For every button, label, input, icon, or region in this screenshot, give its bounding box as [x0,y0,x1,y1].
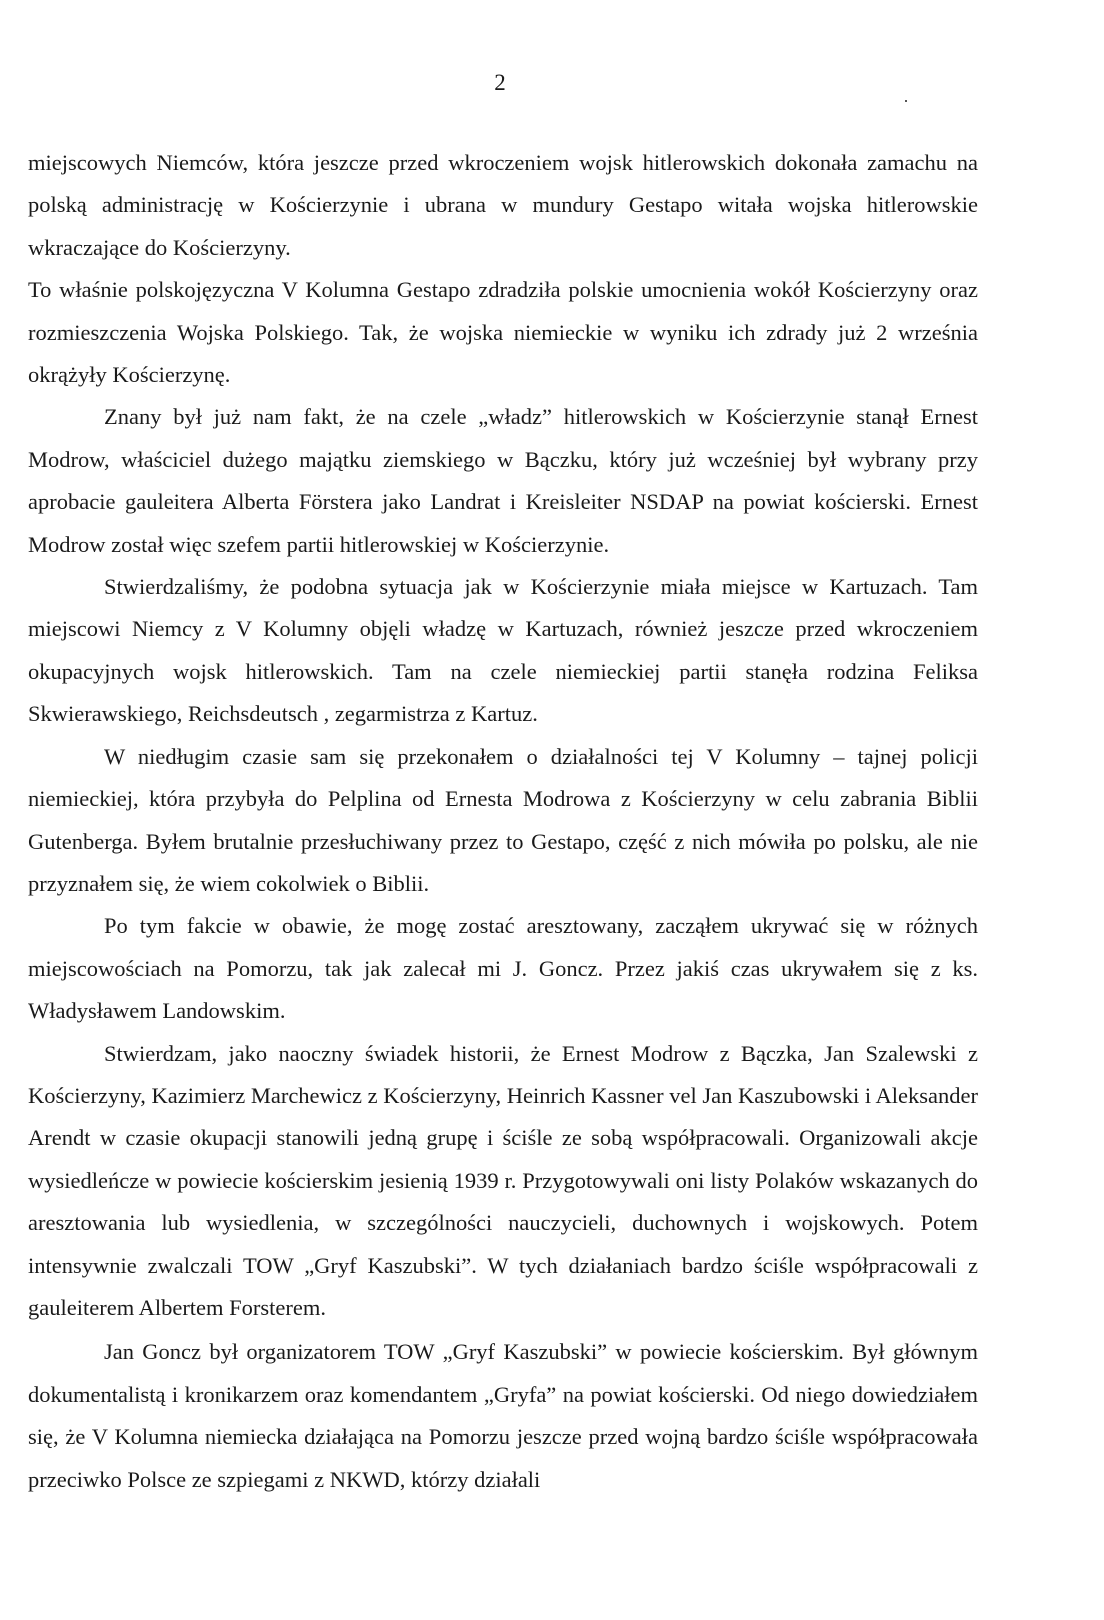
paragraph: W niedługim czasie sam się przekonałem o działalności tej V Kolumny – tajnej policji niemieckiej, która przybyła do Pelplina od Ernesta Modrowa z Kościerzyny w celu zabrania Biblii Gutenberga. Byłem brutalnie przesłuchiwany przez to Gestapo, część z nich mówiła po polsku, ale nie przyznałem się, że wiem cokolwiek o Biblii. [28,743,978,896]
paragraph: To właśnie polskojęzyczna V Kolumna Gestapo zdradziła polskie umocnienia wokół Kościerzyny oraz rozmieszczenia Wojska Polskiego. Tak, że wojska niemieckie w wyniku ich zdrady już 2 września okrążyły Kościerzynę. [28,277,978,388]
page-number: 2 [494,70,506,95]
paragraph: Znany był już nam fakt, że na czele „władz” hitlerowskich w Kościerzynie stanął Ernest Modrow, właściciel dużego majątku ziemskiego w Bączku, który już wcześniej był wybrany przy aprobacie gauleitera Alberta Förstera jako Landrat i Kreisleiter NSDAP na powiat kościerski. Ernest Modrow został więc szefem partii hitlerowskiej w Kościerzynie. [28,404,978,557]
paragraph: Po tym fakcie w obawie, że mogę zostać aresztowany, zacząłem ukrywać się w różnych miejscowościach na Pomorzu, tak jak zalecał mi J. Goncz. Przez jakiś czas ukrywałem się z ks. Władysławem Landowskim. [28,913,978,1024]
paragraph: Jan Goncz był organizatorem TOW „Gryf Kaszubski” w powiecie kościerskim. Był głównym dokumentalistą i kronikarzem oraz komendantem „Gryfa” na powiat kościerski. Od niego dowiedziałem się, że V Kolumna niemiecka działająca na Pomorzu jeszcze przed wojną bardzo ściśle współpracowała przeciwko Polsce ze szpiegami z NKWD, którzy działali [28,1339,978,1492]
paragraph: Stwierdzaliśmy, że podobna sytuacja jak w Kościerzynie miała miejsce w Kartuzach. Tam miejscowi Niemcy z V Kolumny objęli władzę w Kartuzach, również jeszcze przed wkroczeniem okupacyjnych wojsk hitlerowskich. Tam na czele niemieckiej partii stanęła rodzina Feliksa Skwierawskiego, Reichsdeutsch , zegarmistrza z Kartuz. [28,574,978,727]
scan-speck [905,100,907,102]
paragraph: miejscowych Niemców, która jeszcze przed wkroczeniem wojsk hitlerowskich dokonała zamachu na polską administrację w Kościerzynie i ubrana w mundury Gestapo witała wojska hitlerowskie wkraczające do Kościerzyny. [28,150,978,260]
paragraph: Stwierdzam, jako naoczny świadek historii, że Ernest Modrow z Bączka, Jan Szalewski z Kościerzyny, Kazimierz Marchewicz z Kościerzyny, Heinrich Kassner vel Jan Kaszubowski i Aleksander Arendt w czasie okupacji stanowili jedną grupę i ściśle ze sobą współpracowali. Organizowali akcje wysiedleńcze w powiecie kościerskim jesienią 1939 r. Przygotowywali oni listy Polaków wskazanych do aresztowania lub wysiedlenia, w szczególności nauczycieli, duchownych i wojskowych. Potem intensywnie zwalczali TOW „Gryf Kaszubski”. W tych działaniach bardzo ściśle współpracowali z gauleiterem Albertem Forsterem. [28,1040,978,1320]
body-text [28,142,978,1501]
